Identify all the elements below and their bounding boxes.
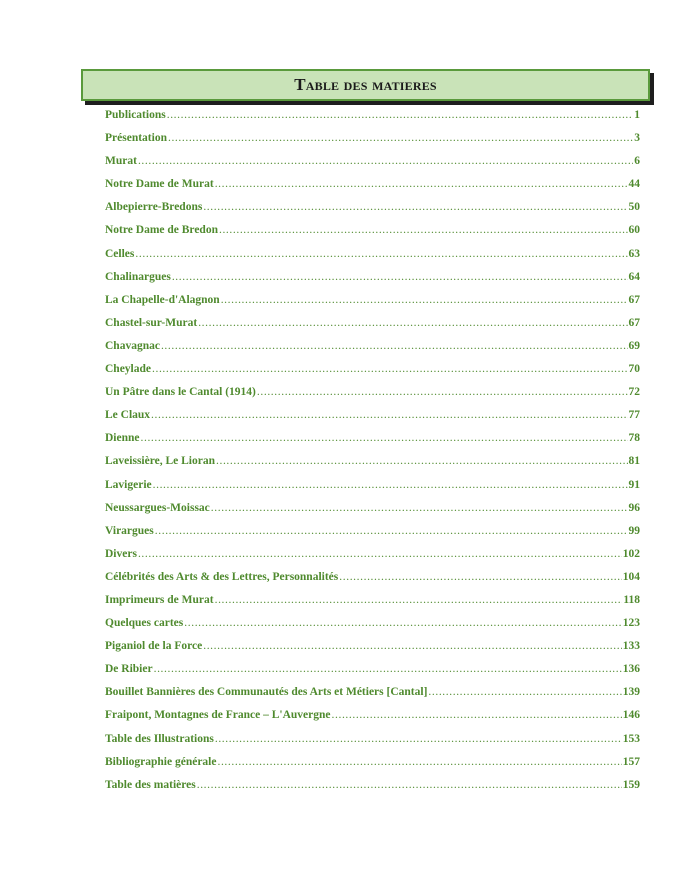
toc-entry[interactable]: [105, 409, 640, 432]
toc-entry-label: Table des matières: [105, 778, 196, 791]
toc-entry-label: Neussargues-Moissac: [105, 501, 210, 514]
toc-entry-page-number: 91: [628, 478, 640, 491]
toc-entry-page-number: 153: [622, 732, 640, 745]
toc-entry-page-number: 123: [622, 617, 640, 630]
toc-entry-page-number: 159: [622, 778, 640, 791]
toc-entry-page-number: 77: [628, 409, 640, 422]
toc-entry[interactable]: [105, 571, 640, 594]
toc-dot-leader: [197, 779, 622, 791]
toc-dot-leader: [215, 733, 622, 745]
toc-dot-leader: [167, 109, 634, 121]
toc-entry[interactable]: [105, 271, 640, 294]
toc-dot-leader: [138, 548, 622, 560]
toc-entry-page-number: 63: [628, 247, 640, 260]
toc-entry-label: Murat: [105, 155, 137, 168]
toc-entry-label: Virargues: [105, 524, 154, 537]
toc-entry-label: Fraipont, Montagnes de France – L'Auvergne: [105, 709, 331, 722]
toc-entry[interactable]: [105, 248, 640, 271]
toc-dot-leader: [138, 155, 633, 167]
toc-entry-label: Bibliographie générale: [105, 755, 217, 768]
toc-entry-page-number: 44: [628, 178, 640, 191]
toc-dot-leader: [152, 363, 628, 375]
toc-dot-leader: [217, 756, 621, 768]
toc-dot-leader: [215, 178, 628, 190]
toc-dot-leader: [135, 248, 627, 260]
toc-entry-page-number: 102: [622, 547, 640, 560]
toc-entry-page-number: 96: [628, 501, 640, 514]
toc-entry[interactable]: [105, 109, 640, 132]
toc-entry-page-number: 1: [634, 109, 640, 121]
toc-entry-page-number: 67: [628, 316, 640, 329]
toc-entry-label: Lavigerie: [105, 478, 152, 491]
toc-entry-page-number: 67: [628, 293, 640, 306]
toc-entry-page-number: 118: [623, 593, 640, 606]
toc-entry-label: Imprimeurs de Murat: [105, 593, 214, 606]
toc-entry-page-number: 6: [634, 155, 640, 168]
toc-entry[interactable]: [105, 155, 640, 178]
toc-entry[interactable]: [105, 733, 640, 756]
toc-entry[interactable]: [105, 455, 640, 478]
toc-entry[interactable]: [105, 663, 640, 686]
toc-entry[interactable]: [105, 640, 640, 663]
toc-entry-label: Quelques cartes: [105, 617, 184, 630]
toc-entry[interactable]: [105, 317, 640, 340]
toc-entry-page-number: 139: [622, 686, 640, 699]
toc-entry-page-number: 60: [628, 224, 640, 237]
toc-entry-page-number: 78: [628, 432, 640, 445]
toc-dot-leader: [215, 594, 623, 606]
toc-dot-leader: [203, 201, 627, 213]
toc-entry-label: Chalinargues: [105, 270, 171, 283]
toc-entry-label: Un Pâtre dans le Cantal (1914): [105, 386, 256, 399]
toc-entry-label: Albepierre-Bredons: [105, 201, 203, 214]
toc-entry-page-number: 3: [634, 132, 640, 145]
toc-dot-leader: [168, 132, 633, 144]
toc-entry-page-number: 81: [628, 455, 640, 468]
toc-entry[interactable]: [105, 548, 640, 571]
toc-entry-label: Célébrités des Arts & des Lettres, Personnalités: [105, 570, 339, 583]
toc-dot-leader: [172, 271, 628, 283]
toc-entry[interactable]: [105, 756, 640, 779]
toc-entry-label: Le Claux: [105, 409, 151, 422]
toc-entry-page-number: 50: [628, 201, 640, 214]
toc-entry-page-number: 99: [628, 524, 640, 537]
toc-entry[interactable]: [105, 340, 640, 363]
toc-dot-leader: [219, 224, 628, 236]
toc-entry-label: Celles: [105, 247, 135, 260]
toc-entry[interactable]: [105, 594, 640, 617]
toc-entry-label: Cheylade: [105, 363, 151, 376]
toc-entry[interactable]: [105, 294, 640, 317]
toc-entry[interactable]: [105, 224, 640, 247]
toc-entry-page-number: 136: [622, 663, 640, 676]
toc-entry-page-number: 70: [628, 363, 640, 376]
toc-entry-label: Notre Dame de Bredon: [105, 224, 218, 237]
toc-entry[interactable]: [105, 201, 640, 224]
toc-entry-label: Présentation: [105, 132, 167, 145]
toc-dot-leader: [161, 340, 628, 352]
toc-entry-page-number: 133: [622, 640, 640, 653]
toc-entry-label: Table des Illustrations: [105, 732, 214, 745]
toc-dot-leader: [154, 663, 622, 675]
toc-entry[interactable]: [105, 178, 640, 201]
toc-dot-leader: [141, 432, 628, 444]
toc-entry-page-number: 104: [622, 570, 640, 583]
toc-entry-label: Chavagnac: [105, 339, 160, 352]
toc-title-box: [81, 69, 650, 101]
toc-dot-leader: [203, 640, 622, 652]
toc-entry-page-number: 72: [628, 386, 640, 399]
toc-dot-leader: [184, 617, 621, 629]
toc-entry-label: De Ribier: [105, 663, 153, 676]
toc-entry-label: Bouillet Bannières des Communautés des Arts et Métiers [Cantal]: [105, 686, 428, 699]
toc-entry[interactable]: [105, 363, 640, 386]
toc-entry-page-number: 157: [622, 755, 640, 768]
toc-entry[interactable]: [105, 617, 640, 640]
toc-entry-label: La Chapelle-d'Alagnon: [105, 293, 220, 306]
toc-entry-label: Publications: [105, 109, 166, 121]
toc-entry[interactable]: [105, 686, 640, 709]
toc-entry[interactable]: [105, 132, 640, 155]
toc-entry-label: Divers: [105, 547, 137, 560]
toc-entry-label: Chastel-sur-Murat: [105, 316, 198, 329]
toc-dot-leader: [155, 525, 628, 537]
page-title: Table des matieres: [294, 75, 437, 94]
toc-dot-leader: [339, 571, 621, 583]
toc-entry-label: Laveissière, Le Lioran: [105, 455, 215, 468]
toc-entry[interactable]: [105, 779, 640, 802]
toc-entry[interactable]: [105, 479, 640, 502]
toc-dot-leader: [216, 455, 628, 467]
toc-entry[interactable]: [105, 525, 640, 548]
toc-dot-leader: [221, 294, 628, 306]
toc-entry-page-number: 64: [628, 270, 640, 283]
toc-entry[interactable]: [105, 709, 640, 732]
toc-dot-leader: [211, 502, 628, 514]
toc-entry-page-number: 69: [628, 339, 640, 352]
toc-dot-leader: [153, 479, 628, 491]
toc-dot-leader: [332, 709, 622, 721]
table-of-contents: [105, 109, 640, 802]
toc-entry[interactable]: [105, 432, 640, 455]
toc-dot-leader: [151, 409, 627, 421]
toc-entry-page-number: 146: [622, 709, 640, 722]
toc-entry-label: Piganiol de la Force: [105, 640, 203, 653]
toc-entry[interactable]: [105, 386, 640, 409]
toc-dot-leader: [257, 386, 628, 398]
toc-entry-label: Notre Dame de Murat: [105, 178, 214, 191]
toc-dot-leader: [428, 686, 621, 698]
toc-entry[interactable]: [105, 502, 640, 525]
toc-dot-leader: [198, 317, 627, 329]
toc-entry-label: Dienne: [105, 432, 140, 445]
